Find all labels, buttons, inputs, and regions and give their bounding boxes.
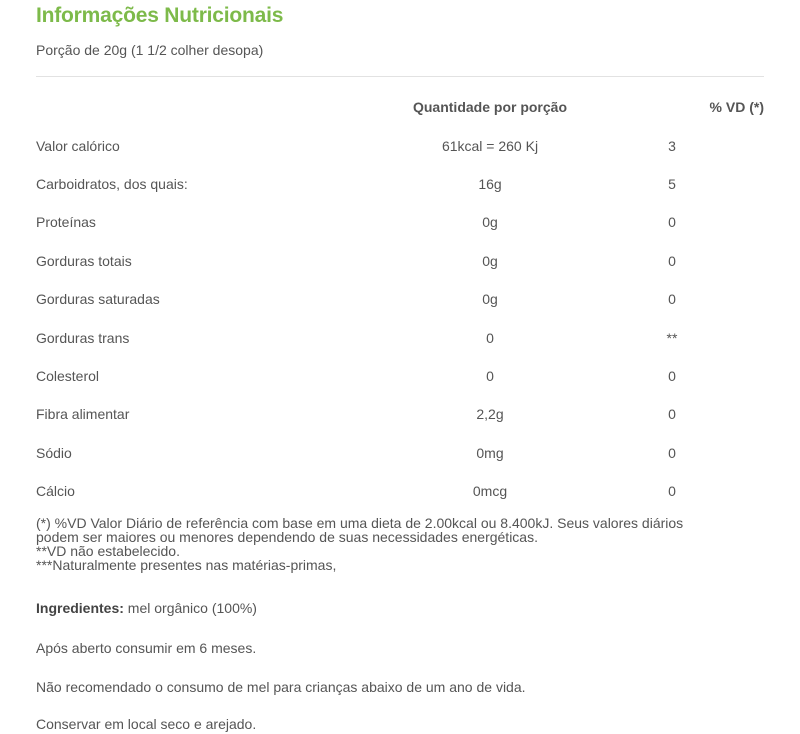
footnote: podem ser maiores ou menores dependendo de suas necessidades energéticas. [36,529,538,545]
nutrient-vd: 0 [668,291,676,308]
table-row [36,126,764,164]
table-row [36,318,764,356]
header-vd: % VD (*) [709,99,764,116]
nutrient-vd: 0 [668,367,676,384]
nutrient-name: Gorduras totais [36,252,132,269]
table-row [36,203,764,241]
table-row [36,242,764,280]
nutrient-name: Cálcio [36,483,75,500]
nutrient-name: Gorduras trans [36,329,130,346]
table-row [36,165,764,203]
footnote: **VD não estabelecido. [36,543,180,559]
nutrient-vd: 3 [668,137,676,154]
nutrient-quantity: 0g [482,214,498,231]
nutrient-quantity: 0mg [476,444,504,461]
footnote: ***Naturalmente presentes nas matérias-primas, [36,557,337,573]
nutrition-table [36,88,764,510]
nutrient-quantity: 2,2g [476,406,504,423]
table-header [36,88,764,126]
nutrient-vd: 0 [668,214,676,231]
nutrient-name: Valor calórico [36,137,120,154]
divider [36,76,764,77]
nutrient-quantity: 0mcg [472,483,508,500]
nutrient-vd: 0 [668,406,676,423]
ingredients-label: Ingredientes: [36,600,124,616]
nutrient-quantity: 0g [482,291,498,308]
table-row [36,395,764,433]
page-title: Informações Nutricionais [36,4,284,27]
nutrient-quantity: 0 [486,329,494,346]
nutrient-name: Fibra alimentar [36,406,130,423]
warning-note: Não recomendado o consumo de mel para crianças abaixo de um ano de vida. [36,679,526,695]
nutrient-name: Proteínas [36,214,96,231]
nutrient-name: Sódio [36,444,72,461]
header-quantity: Quantidade por porção [412,99,568,116]
nutrient-quantity: 0 [486,367,494,384]
table-body [36,126,764,510]
nutrient-name: Colesterol [36,367,100,384]
nutrient-vd: 0 [668,444,676,461]
table-row [36,357,764,395]
nutrient-quantity: 61kcal = 260 Kj [441,137,539,154]
footnote: (*) %VD Valor Diário de referência com base em uma dieta de 2.00kcal ou 8.400kJ. Seus valores diários [36,515,684,531]
table-row [36,472,764,510]
after-opening-note: Após aberto consumir em 6 meses. [36,640,257,656]
ingredients [36,600,257,616]
footnotes [36,516,776,572]
nutrient-vd: 0 [668,483,676,500]
storage-note: Conservar em local seco e arejado. [36,716,257,732]
nutrient-name: Gorduras saturadas [36,291,160,308]
nutrient-quantity: 0g [482,252,498,269]
nutrient-quantity: 16g [478,175,502,192]
nutrient-vd: ** [666,329,678,346]
nutrient-vd: 5 [668,175,676,192]
portion-size: Porção de 20g (1 1/2 colher desopa) [36,42,264,58]
nutrient-vd: 0 [668,252,676,269]
ingredients-value: mel orgânico (100%) [123,600,257,616]
nutrient-name: Carboidratos, dos quais: [36,175,188,192]
table-row [36,434,764,472]
table-row [36,280,764,318]
